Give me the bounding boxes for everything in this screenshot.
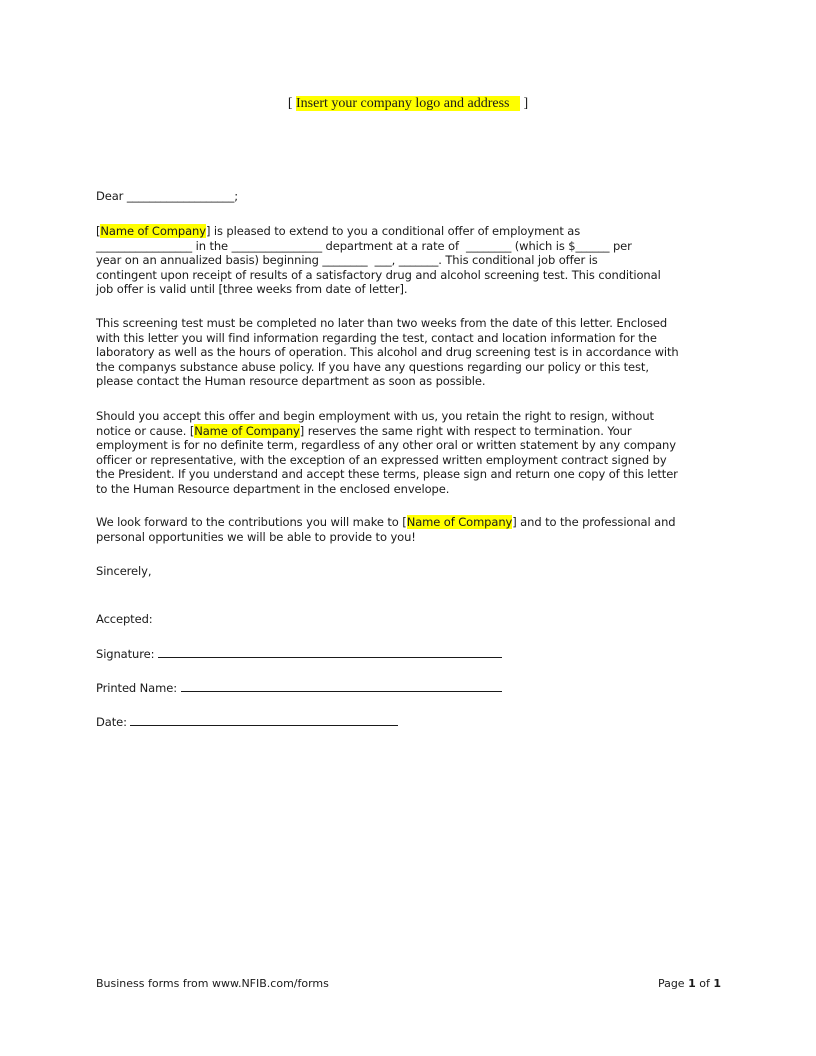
offer-line-5: job offer is valid until [three weeks from date of letter]. <box>96 282 408 297</box>
at-will-paragraph: Should you accept this offer and begin employment with us, you retain the right to resign, without notice or cause. [Name of Company] reserves the same right with respect to termination. Your employment is for no definite term, regardless of any other oral or written statement by any company officer or representative, with the exception of an expressed written employment contract signed by the President. If you understand and accept these terms, please sign and return one copy of this letter to the Human Resource department in the enclosed envelope. <box>96 409 678 496</box>
printed-name-field <box>96 680 721 696</box>
printed-name-label: Printed Name: <box>96 681 177 695</box>
offer-line-4: contingent upon receipt of results of a satisfactory drug and alcohol screening test. This conditional <box>96 267 661 282</box>
screening-paragraph: This screening test must be completed no later than two weeks from the date of this letter. Enclosed with this letter you will find information regarding the test, contact and location information for the laboratory as well as the hours of operation. This alcohol and drug screening test is in accordance with the companys substance abuse policy. If you have any questions regarding our policy or this test, please contact the Human resource department as soon as possible. <box>96 316 679 389</box>
salutation <box>96 189 721 204</box>
signature-label: Signature: <box>96 647 155 661</box>
company-name-placeholder: Name of Company <box>406 515 513 529</box>
accepted-label: Accepted: <box>96 612 153 626</box>
closing-paragraph: We look forward to the contributions you will make to [Name of Company] and to the professional and personal opportunities we will be able to provide to you! <box>96 515 676 544</box>
company-name-placeholder: Name of Company <box>100 224 206 238</box>
signature-field <box>96 646 721 662</box>
offer-line-2: _________________ in the ________________ department at a rate of ________ (which is $______ per <box>96 238 632 253</box>
printed-name-line[interactable] <box>181 680 502 692</box>
recipient-name-blank: ___________________ <box>126 189 235 203</box>
logo-address-placeholder: Insert your company logo and address <box>296 96 510 111</box>
footer-source: Business forms from www.NFIB.com/forms <box>96 977 329 990</box>
close-bracket: ] <box>523 96 529 111</box>
date-line[interactable] <box>130 714 398 726</box>
open-bracket: [ <box>287 96 293 111</box>
date-field <box>96 714 721 730</box>
signature-line[interactable] <box>158 646 502 658</box>
page-footer <box>96 977 721 990</box>
salutation-label: Dear <box>96 189 124 203</box>
page-number: Page 1 of 1 <box>657 977 721 990</box>
salutation-end: ; <box>234 189 239 203</box>
offer-line-3: year on an annualized basis) beginning ________ ___, _______. This conditional job offer is <box>96 253 598 268</box>
logo-placeholder <box>0 96 816 112</box>
company-name-placeholder: Name of Company <box>194 423 300 438</box>
date-label: Date: <box>96 715 127 729</box>
closing-sincerely: Sincerely, <box>96 564 152 578</box>
offer-paragraph: [Name of Company] is pleased to extend to you a conditional offer of employment as _________________ in the ________________ department at a rate of ________ (which is $______ per year on an annualized basis) beginning ________ ___, _______. This conditional job offer is contingent upon receipt of results of a satisfactory drug and alcohol screening test. This conditional job offer is valid until [three weeks from date of letter]. <box>96 224 721 297</box>
